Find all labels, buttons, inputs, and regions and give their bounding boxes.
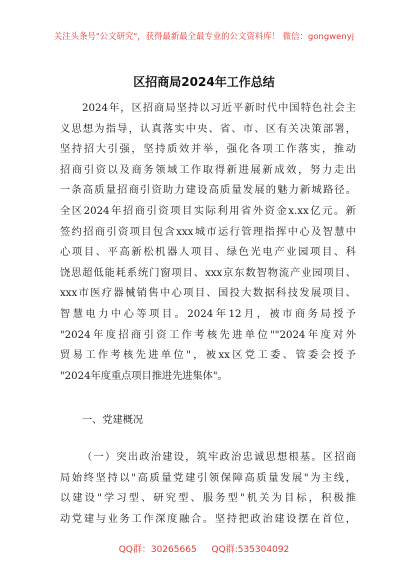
intro-paragraph: [60, 99, 356, 387]
text-line: 动党建与业务工作深度融合。坚持把政治建设摆在首位，: [60, 513, 356, 525]
text-line: 全区2024年招商引资项目实际利用省外资金x.xx亿元。新: [60, 205, 356, 217]
text-line: 2024年，区招商局坚持以习近平新时代中国特色社会主: [82, 103, 356, 114]
document-title: 区招商局2024年工作总结: [133, 75, 275, 89]
text-line: 局始终坚持以"高质量党建引领保障高质量发展"为主线，: [60, 472, 356, 484]
qq-group-1: QQ群：30265665: [118, 545, 197, 555]
text-line: 义思想为指导，认真落实中央、省、市、区有关决策部署，: [60, 123, 356, 135]
text-line: （一）突出政治建设，筑牢政治忠诚思想根基。区招商: [82, 452, 356, 463]
text-line: 贸易工作考核先进单位"，被xx区党工委、管委会授予: [60, 350, 356, 362]
text-line: 招商引资以及商务领域工作取得新进展新成效，努力走出: [60, 164, 356, 176]
footer-contact: [0, 542, 408, 555]
top-notice: 关注头条号"公文研究"，获得最新最全最专业的公文资料库！ 微信：gongwenyj: [53, 31, 355, 41]
text-line: xxx市医疗器械销售中心项目、国投大数据科技发展项目、: [60, 288, 356, 300]
text-line: "2024年度招商引资工作考核先进单位""2024年度对外: [60, 329, 356, 341]
section-paragraph: [60, 448, 356, 530]
qq-group-2: QQ群:535304092: [211, 545, 290, 555]
text-line: "2024年度重点项目推进先进集体"。: [60, 370, 228, 382]
text-line: 智慧电力中心等项目。2024年12月，被市商务局授予: [60, 308, 356, 320]
text-line: 一条高质量招商引资助力建设高质量发展的魅力新城路径。: [60, 185, 356, 197]
text-line: 坚持招大引强，坚持质效并举，强化各项工作落实，推动: [60, 144, 356, 156]
text-line: 签约招商引资项目包含xxx城市运行管理指挥中心及智慧中: [60, 226, 356, 238]
text-line: 以建设"学习型、研究型、服务型"机关为目标，积极推: [60, 493, 356, 505]
text-line: 心项目、平高新松机器人项目、绿色光电产业园项目、科: [60, 247, 356, 259]
text-line: 饶思超低能耗系统门窗项目、xxx京东数智物流产业园项目、: [60, 267, 356, 279]
section-heading: 一、党建概况: [82, 415, 144, 426]
